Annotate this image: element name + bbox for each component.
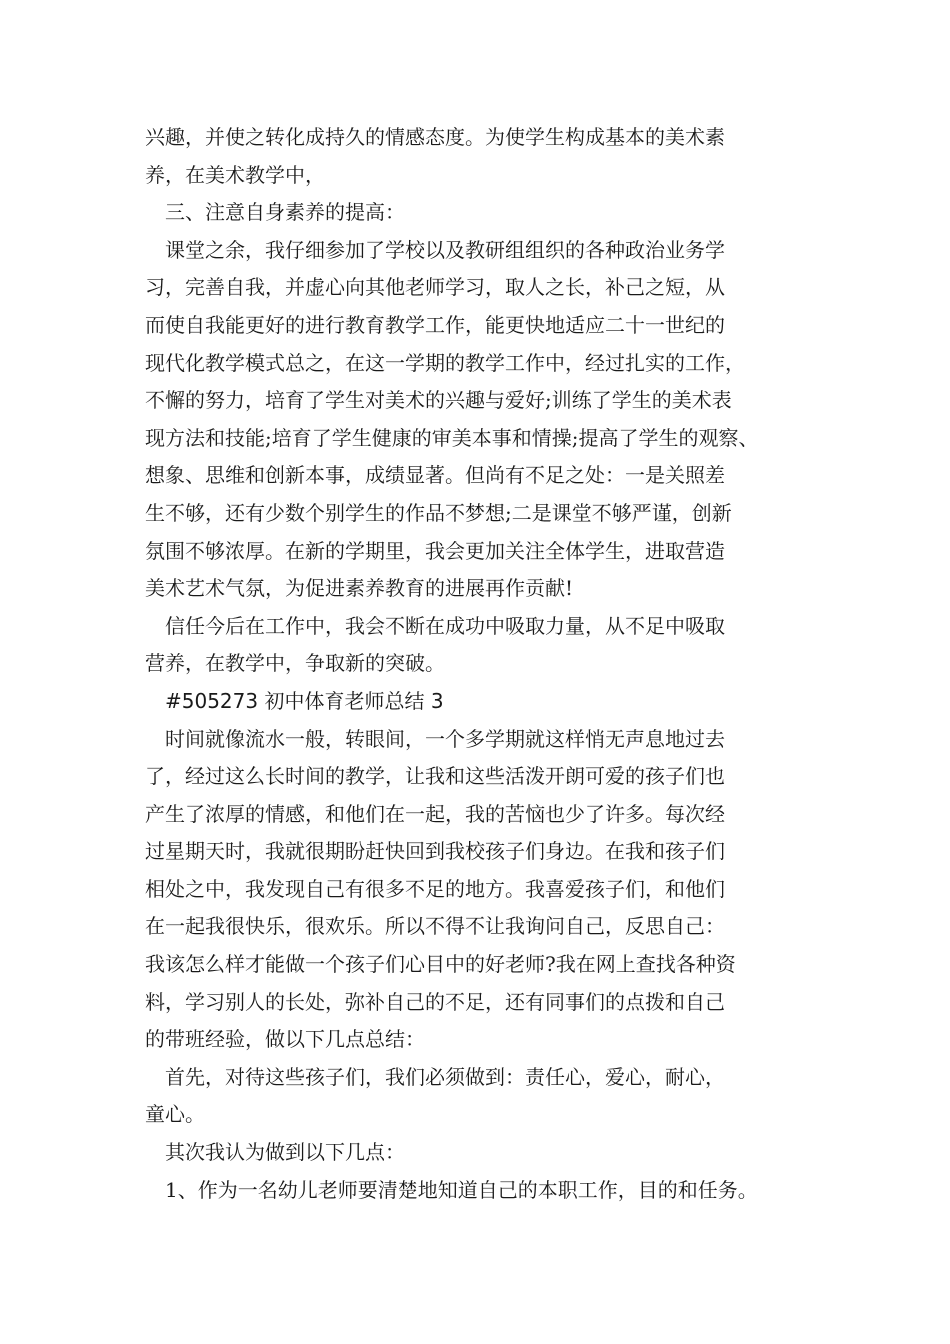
text-line: 首先，对待这些孩子们，我们必须做到：责任心，爱心，耐心，	[165, 1064, 725, 1089]
text-line: 三、注意自身素养的提高：	[165, 200, 405, 225]
text-line: 现方法和技能;培育了学生健康的审美本事和情操;提高了学生的观察、	[145, 425, 759, 450]
text-line: 而使自我能更好的进行教育教学工作，能更快地适应二十一世纪的	[145, 312, 725, 337]
text-line: 氛围不够浓厚。在新的学期里，我会更加关注全体学生，进取营造	[145, 538, 725, 563]
text-line: 生不够，还有少数个别学生的作品不梦想;二是课堂不够严谨，创新	[145, 500, 732, 525]
text-line: 童心。	[145, 1102, 205, 1127]
text-line: 的带班经验，做以下几点总结：	[145, 1027, 425, 1052]
text-line: 在一起我很快乐，很欢乐。所以不得不让我询问自己，反思自己：	[145, 914, 725, 939]
section-heading: #505273 初中体育老师总结 3	[165, 688, 444, 713]
text-line: 美术艺术气氛，为促进素养教育的进展再作贡献!	[145, 576, 574, 601]
text-line: 产生了浓厚的情感，和他们在一起，我的苦恼也少了许多。每次经	[145, 801, 725, 826]
text-line: 现代化教学模式总之，在这一学期的教学工作中，经过扎实的工作，	[145, 350, 745, 375]
text-line: 想象、思维和创新本事，成绩显著。但尚有不足之处：一是关照差	[145, 463, 725, 488]
text-line: 相处之中，我发现自己有很多不足的地方。我喜爱孩子们，和他们	[145, 876, 725, 901]
document-body	[145, 119, 825, 1209]
text-line: 养，在美术教学中，	[145, 162, 325, 187]
text-line: 兴趣，并使之转化成持久的情感态度。为使学生构成基本的美术素	[145, 125, 725, 149]
text-line: 习，完善自我，并虚心向其他老师学习，取人之长，补己之短，从	[145, 275, 725, 300]
text-line: 不懈的努力，培育了学生对美术的兴趣与爱好;训练了学生的美术表	[145, 388, 732, 413]
text-line: 时间就像流水一般，转眼间，一个多学期就这样悄无声息地过去	[165, 726, 725, 751]
text-line: 营养，在教学中，争取新的突破。	[145, 651, 445, 676]
text-line: 课堂之余，我仔细参加了学校以及教研组组织的各种政治业务学	[165, 237, 725, 262]
text-line: 料，学习别人的长处，弥补自己的不足，还有同事们的点拨和自己	[145, 989, 725, 1014]
text-line: 其次我认为做到以下几点：	[165, 1140, 405, 1165]
text-line: 1、作为一名幼儿老师要清楚地知道自己的本职工作，目的和任务。	[165, 1177, 758, 1202]
text-line: 我该怎么样才能做一个孩子们心目中的好老师?我在网上查找各种资	[145, 952, 736, 977]
text-line: 信任今后在工作中，我会不断在成功中吸取力量，从不足中吸取	[165, 613, 725, 638]
text-line: 了，经过这么长时间的教学，让我和这些活泼开朗可爱的孩子们也	[145, 764, 725, 789]
text-line: 过星期天时，我就很期盼赶快回到我校孩子们身边。在我和孩子们	[145, 839, 725, 864]
